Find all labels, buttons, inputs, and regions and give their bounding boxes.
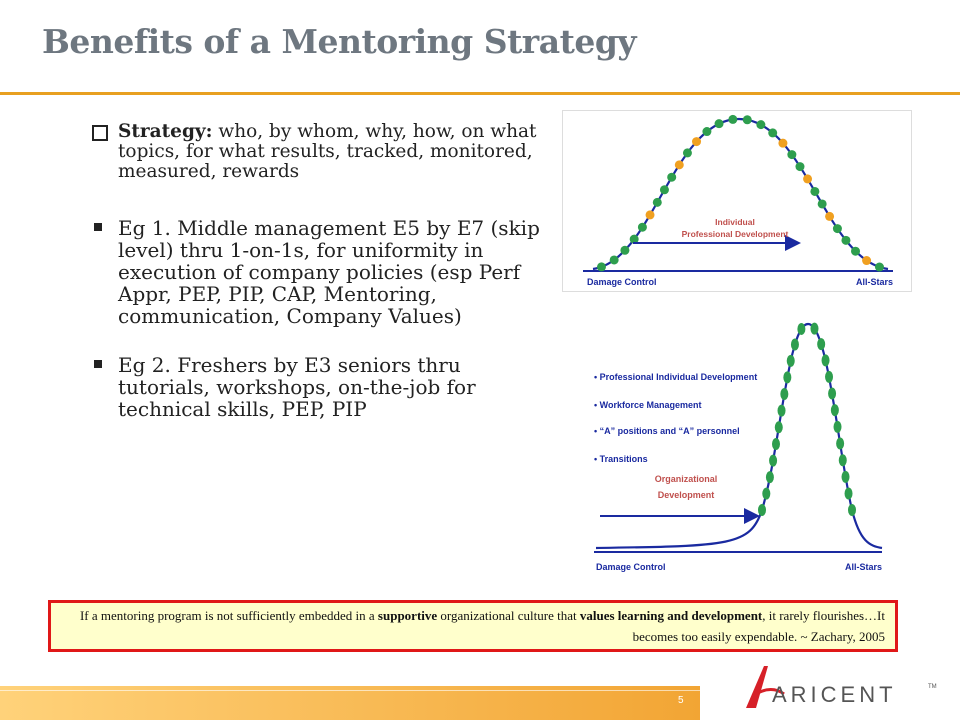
curve-dot: [653, 198, 662, 207]
square-bullet-icon: [94, 360, 102, 368]
curve-dot: [851, 247, 860, 256]
bullet-text: Eg 1. Middle management E5 by E7 (skip level) thru 1-on-1s, for uniformity in execution of company policies (esp Perf Appr, PEP, PIP, CAP, Mentoring, communication, Company Values): [118, 216, 540, 328]
bell-curve-figure-organizational: [590, 320, 890, 580]
list-item: • Transitions: [594, 454, 648, 464]
curve-dot: [675, 160, 684, 169]
curve-dot: [787, 150, 796, 159]
bullet-strategy: [92, 122, 540, 182]
curve-dot: [828, 388, 836, 400]
slide-title: Benefits of a Mentoring Strategy: [42, 22, 637, 61]
curve-dot: [646, 210, 655, 219]
quote-box: [48, 600, 898, 652]
curve-dot: [803, 174, 812, 183]
curve-dot: [862, 256, 871, 265]
curve-dot: [825, 212, 834, 221]
curve-dot: [667, 173, 676, 182]
bullet-lead: Strategy:: [118, 121, 213, 142]
curve-dot: [766, 471, 774, 483]
curve-dot: [787, 355, 795, 367]
curve-dot: [610, 255, 619, 264]
curve-dot: [769, 455, 777, 467]
figure-caption-line2: Professional Development: [681, 229, 789, 239]
curve-dot: [797, 323, 805, 335]
curve-dot: [783, 371, 791, 383]
curve-line: [596, 324, 882, 548]
quote-text: , it rarely flourishes…It becomes too easily expendable. ~ Zachary, 2005: [632, 608, 885, 644]
narrow-curve-graphic: [590, 320, 890, 580]
curve-dot: [834, 421, 842, 433]
curve-dots: [758, 323, 856, 516]
curve-dot: [833, 224, 842, 233]
logo-text: ARICENT: [772, 682, 897, 707]
curve-dot: [728, 115, 737, 124]
curve-dot: [762, 488, 770, 500]
figure-caption-line2: Development: [657, 490, 715, 500]
right-axis-label: All-Stars: [844, 562, 882, 572]
curve-dot: [778, 405, 786, 417]
curve-dot: [743, 115, 752, 124]
curve-dot: [702, 127, 711, 136]
curve-dot: [772, 438, 780, 450]
list-item: • “A” positions and “A” personnel: [594, 426, 740, 436]
square-bullet-icon: [94, 223, 102, 231]
curve-dot: [715, 119, 724, 128]
curve-dot: [842, 471, 850, 483]
curve-dot: [638, 223, 647, 232]
bullet-eg1: [92, 217, 540, 327]
curve-dot: [845, 487, 853, 499]
curve-dot: [839, 454, 847, 466]
logo-tm: TM: [928, 684, 937, 690]
curve-dot: [795, 162, 804, 171]
curve-dot: [822, 354, 830, 366]
bullet-text: Eg 2. Freshers by E3 seniors thru tutorials, workshops, on-the-job for technical skills, PEP, PIP: [118, 353, 476, 421]
bullet-text: who, by whom, why, how, on what topics, for what results, tracked, monitored, measured, rewards: [118, 121, 537, 182]
checkbox-bullet-icon: [92, 125, 108, 141]
curve-dot: [768, 128, 777, 137]
curve-dot: [597, 262, 606, 271]
curve-dot: [817, 338, 825, 350]
curve-dot: [836, 438, 844, 450]
aricent-logo: [742, 664, 942, 712]
bullet-eg2: [92, 354, 540, 420]
curve-dot: [875, 263, 884, 272]
curve-dot: [780, 388, 788, 400]
right-axis-label: All-Stars: [855, 277, 893, 287]
curve-dots: [593, 115, 888, 272]
curve-dot: [791, 338, 799, 350]
curve-dot: [660, 185, 669, 194]
curve-dot: [775, 421, 783, 433]
curve-dot: [841, 236, 850, 245]
title-divider: [0, 92, 960, 95]
page-number: 5: [678, 695, 684, 706]
curve-dot: [810, 323, 818, 335]
quote-text: If a mentoring program is not sufficiently embedded in a: [79, 608, 378, 623]
curve-line: [593, 119, 888, 269]
quote-text: organizational culture that: [437, 608, 580, 623]
curve-dot: [620, 246, 629, 255]
curve-dot: [758, 504, 766, 516]
curve-dot: [831, 404, 839, 416]
bell-curve-figure-individual: [562, 110, 912, 292]
curve-dot: [692, 137, 701, 146]
figure-caption-line1: Individual: [715, 217, 755, 227]
figure-caption-line1: Organizational: [654, 474, 718, 484]
left-axis-label: Damage Control: [596, 562, 666, 572]
quote-emphasis: supportive: [377, 608, 438, 623]
curve-dot: [810, 187, 819, 196]
list-item: • Workforce Management: [594, 400, 702, 410]
curve-dot: [778, 139, 787, 148]
list-item: • Professional Individual Development: [594, 372, 758, 382]
footer-bar: [0, 686, 700, 720]
curve-dot: [825, 371, 833, 383]
curve-dot: [683, 148, 692, 157]
left-axis-label: Damage Control: [587, 277, 657, 287]
bullet-list: [92, 122, 540, 447]
curve-dot: [756, 120, 765, 129]
bell-curve-graphic: [563, 111, 911, 291]
aricent-logo-icon: [742, 664, 942, 712]
quote-emphasis: values learning and development: [579, 608, 763, 623]
curve-dot: [848, 504, 856, 516]
curve-dot: [818, 199, 827, 208]
